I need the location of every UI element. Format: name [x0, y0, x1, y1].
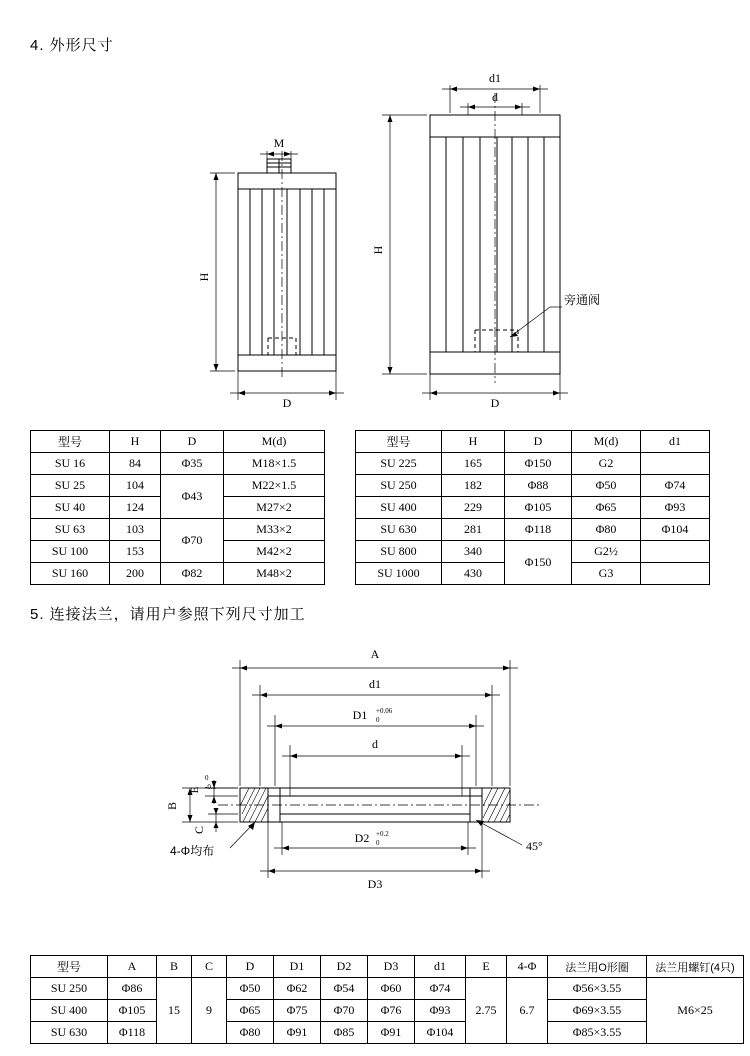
col-header-screw: 法兰用螺钉(4只) — [647, 956, 744, 978]
cell-d1: Φ93 — [641, 497, 710, 519]
cell-md: Φ80 — [572, 519, 641, 541]
col-header-a: A — [108, 956, 157, 978]
col-header-d1: d1 — [415, 956, 466, 978]
cell-hole: 6.7 — [507, 978, 548, 1044]
cell-h: 165 — [442, 453, 505, 475]
cell-model: SU 400 — [356, 497, 442, 519]
col-header-h: H — [442, 431, 505, 453]
cell-md: G3 — [572, 563, 641, 585]
cell-d1cap: Φ91 — [274, 1022, 321, 1044]
col-header-md: M(d) — [224, 431, 325, 453]
cell-d3cap: Φ91 — [368, 1022, 415, 1044]
cell-d: Φ35 — [161, 453, 224, 475]
table-left-wrapper — [30, 430, 325, 585]
table-row — [356, 519, 710, 541]
cell-model: SU 100 — [31, 541, 110, 563]
cell-h: 84 — [110, 453, 161, 475]
table-row — [356, 453, 710, 475]
col-header-d: D — [161, 431, 224, 453]
table-row — [31, 453, 325, 475]
cell-h: 182 — [442, 475, 505, 497]
cell-md: Φ50 — [572, 475, 641, 497]
cell-h: 153 — [110, 541, 161, 563]
cell-model: SU 160 — [31, 563, 110, 585]
drawing-overall-dimensions — [150, 55, 610, 410]
cell-oring: Φ69×3.55 — [548, 1000, 647, 1022]
col-header-d: D — [227, 956, 274, 978]
cell-d2cap: Φ54 — [321, 978, 368, 1000]
cell-model: SU 630 — [31, 1022, 108, 1044]
table-row — [356, 475, 710, 497]
label-flange-D1: D1 — [352, 708, 368, 722]
table-row — [31, 563, 325, 585]
cell-model: SU 630 — [356, 519, 442, 541]
cell-d1: Φ93 — [415, 1000, 466, 1022]
label-diameter-D-left: D — [282, 396, 292, 410]
label-flange-B: B — [165, 801, 179, 811]
col-header-b: B — [157, 956, 192, 978]
cell-md: M42×2 — [224, 541, 325, 563]
cell-d: Φ65 — [227, 1000, 274, 1022]
cell-model: SU 250 — [356, 475, 442, 497]
cell-e: 2.75 — [466, 978, 507, 1044]
cell-md: M27×2 — [224, 497, 325, 519]
cell-d1cap: Φ62 — [274, 978, 321, 1000]
table-right-wrapper — [355, 430, 710, 585]
label-flange-C: C — [192, 825, 206, 835]
label-bypass-valve: 旁通阀 — [564, 293, 601, 307]
cell-h: 430 — [442, 563, 505, 585]
table-header-row — [31, 431, 325, 453]
label-flange-D2-tol-lower: 0 — [376, 839, 380, 847]
label-height-H-left: H — [197, 272, 211, 282]
cell-d: Φ150 — [505, 453, 572, 475]
label-flange-D1-tol-upper: +0.06 — [376, 707, 393, 715]
col-header-h: H — [110, 431, 161, 453]
label-flange-E: E — [189, 786, 201, 794]
cell-h: 103 — [110, 519, 161, 541]
label-flange-D3: D3 — [367, 877, 383, 891]
cell-d3cap: Φ60 — [368, 978, 415, 1000]
cell-d: Φ150 — [505, 541, 572, 585]
cell-d2cap: Φ85 — [321, 1022, 368, 1044]
cell-model: SU 1000 — [356, 563, 442, 585]
table-row — [356, 541, 710, 563]
label-flange-E-tol-lower: -0.1 — [205, 783, 217, 791]
cell-md: M33×2 — [224, 519, 325, 541]
table-row — [31, 978, 744, 1000]
col-header-model: 型号 — [356, 431, 442, 453]
cell-model: SU 16 — [31, 453, 110, 475]
cell-model: SU 40 — [31, 497, 110, 519]
cell-d2cap: Φ70 — [321, 1000, 368, 1022]
cell-d1: Φ104 — [415, 1022, 466, 1044]
cell-a: Φ118 — [108, 1022, 157, 1044]
cell-h: 281 — [442, 519, 505, 541]
cell-d: Φ70 — [161, 519, 224, 563]
cell-d3cap: Φ76 — [368, 1000, 415, 1022]
cell-d: Φ80 — [227, 1022, 274, 1044]
cell-d: Φ43 — [161, 475, 224, 519]
cell-d: Φ105 — [505, 497, 572, 519]
cell-oring: Φ85×3.55 — [548, 1022, 647, 1044]
col-header-d3cap: D3 — [368, 956, 415, 978]
label-flange-d: d — [372, 737, 378, 751]
label-flange-D2-tol-upper: +0.2 — [376, 830, 389, 838]
col-header-d1cap: D1 — [274, 956, 321, 978]
drawing-flange-section — [110, 640, 650, 930]
cell-d1 — [641, 563, 710, 585]
table-model-dimensions-large — [355, 430, 710, 585]
cell-md: M18×1.5 — [224, 453, 325, 475]
cell-md: G2½ — [572, 541, 641, 563]
cell-a: Φ86 — [108, 978, 157, 1000]
cell-d: Φ82 — [161, 563, 224, 585]
table-header-row — [356, 431, 710, 453]
cell-d1: Φ74 — [415, 978, 466, 1000]
label-flange-A: A — [370, 647, 380, 661]
label-flange-E-tol-upper: 0 — [205, 774, 209, 782]
cell-md: M48×2 — [224, 563, 325, 585]
table-flange-dimensions — [30, 955, 744, 1044]
table-row — [31, 1022, 744, 1044]
col-header-oring: 法兰用O形圈 — [548, 956, 647, 978]
label-d1: d1 — [489, 71, 501, 85]
cell-model: SU 63 — [31, 519, 110, 541]
cell-a: Φ105 — [108, 1000, 157, 1022]
cell-d1: Φ104 — [641, 519, 710, 541]
cell-model: SU 250 — [31, 978, 108, 1000]
cell-md: G2 — [572, 453, 641, 475]
cell-d1 — [641, 541, 710, 563]
table-flange-wrapper — [30, 955, 744, 1044]
cell-h: 124 — [110, 497, 161, 519]
label-flange-D1-tol-lower: 0 — [376, 716, 380, 724]
page-title-section-5: 5. 连接法兰，请用户参照下列尺寸加工 — [30, 606, 306, 623]
col-header-e: E — [466, 956, 507, 978]
label-diameter-D-right: D — [490, 396, 500, 410]
label-flange-D2: D2 — [354, 831, 370, 845]
table-row — [31, 475, 325, 497]
cell-model: SU 25 — [31, 475, 110, 497]
col-header-c: C — [192, 956, 227, 978]
table-row — [356, 497, 710, 519]
label-holes-note: 4-Φ均布 — [170, 844, 215, 858]
table-header-row — [31, 956, 744, 978]
table-model-dimensions-small — [30, 430, 325, 585]
table-row — [31, 519, 325, 541]
cell-md: Φ65 — [572, 497, 641, 519]
cell-c: 9 — [192, 978, 227, 1044]
cell-md: M22×1.5 — [224, 475, 325, 497]
cell-model: SU 400 — [31, 1000, 108, 1022]
cell-d1cap: Φ75 — [274, 1000, 321, 1022]
label-flange-d1: d1 — [369, 677, 381, 691]
page-title-section-4: 4. 外形尺寸 — [30, 37, 114, 54]
cell-screw: M6×25 — [647, 978, 744, 1044]
cell-h: 104 — [110, 475, 161, 497]
cell-model: SU 800 — [356, 541, 442, 563]
col-header-d: D — [505, 431, 572, 453]
cell-d1: Φ74 — [641, 475, 710, 497]
cell-h: 200 — [110, 563, 161, 585]
col-header-d1: d1 — [641, 431, 710, 453]
label-d: d — [492, 90, 498, 104]
col-header-hole: 4-Φ — [507, 956, 548, 978]
col-header-d2cap: D2 — [321, 956, 368, 978]
col-header-md: M(d) — [572, 431, 641, 453]
label-height-H-right: H — [371, 245, 385, 255]
cell-b: 15 — [157, 978, 192, 1044]
label-thread-M: M — [273, 136, 285, 150]
table-row — [31, 1000, 744, 1022]
cell-h: 229 — [442, 497, 505, 519]
cell-oring: Φ56×3.55 — [548, 978, 647, 1000]
cell-d: Φ50 — [227, 978, 274, 1000]
label-chamfer-45: 45° — [526, 839, 543, 853]
cell-h: 340 — [442, 541, 505, 563]
cell-d1 — [641, 453, 710, 475]
col-header-model: 型号 — [31, 956, 108, 978]
cell-d: Φ118 — [505, 519, 572, 541]
col-header-model: 型号 — [31, 431, 110, 453]
cell-model: SU 225 — [356, 453, 442, 475]
cell-d: Φ88 — [505, 475, 572, 497]
